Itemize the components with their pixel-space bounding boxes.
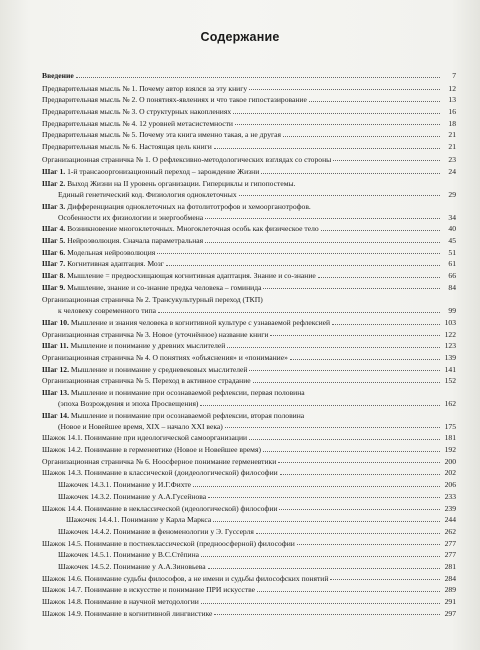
leader-dots [297, 544, 440, 545]
toc-entry-title [42, 377, 251, 385]
toc-entry[interactable] [42, 237, 456, 245]
toc-entry-text: Модельная нейроэволюция [65, 247, 156, 257]
toc-entry-continuation: Единый генетический код. Физиология одноклеточных [58, 189, 237, 199]
toc-entry-step: Шаг 7. [42, 259, 66, 269]
toc-entry-text: Шажок 14.7. Понимание в искусстве и понимание ПРИ искусстве [42, 585, 255, 595]
toc-page-number: 29 [448, 189, 456, 199]
toc-page-number: 281 [444, 561, 456, 571]
toc-entry-text: Организационная страничка № 5. Переход в активное страдание [42, 376, 251, 386]
toc-entry-step: Шаг 4. [42, 224, 66, 234]
toc-entry[interactable] [42, 156, 456, 164]
toc-entry[interactable] [42, 528, 456, 536]
toc-entry-text: Шажок 14.8. Понимание в научной методологии [42, 597, 199, 607]
toc-entry[interactable] [42, 481, 456, 489]
toc-entry-title [42, 143, 212, 151]
leader-dots [283, 136, 440, 137]
toc-entry-title [42, 493, 206, 501]
toc-entry[interactable] [42, 72, 456, 80]
leader-dots [201, 603, 440, 604]
toc-entry-text: Шажок 14.6. Понимание судьбы философов, а не имени и судьбы философских понятий [42, 573, 329, 583]
toc-entry-text: Организационная страничка № 4. О понятиях «объяснения» и «понимание» [42, 353, 288, 363]
toc-entry-title [42, 586, 255, 594]
toc-entry[interactable] [42, 493, 456, 501]
toc-entry-title [42, 563, 206, 571]
toc-entry-text: Предварительная мысль № 1. Почему автор взялся за эту книгу [42, 83, 248, 93]
toc-entry-text: Шажочек 14.5.2. Понимание у А.А.Зиновьева [58, 561, 206, 571]
toc-entry-step: Шаг 8. [42, 271, 66, 280]
toc-entry-text: Организационная страничка № 3. Новое (уточнённое) название книги [42, 329, 269, 339]
leader-dots [249, 370, 440, 371]
toc-page-number: 277 [444, 550, 456, 560]
page-title: Содержание [200, 30, 280, 44]
toc-page-number: 244 [444, 515, 456, 525]
toc-entry-title [42, 284, 261, 292]
leader-dots [332, 324, 440, 325]
toc-entry-text: Мышление и знания человека в когнитивной культуре с узнаваемой рефлексией [68, 317, 331, 327]
toc-entry-text: Шажок 14.3. Понимание в классической (доидеологической) философии [42, 468, 278, 478]
leader-dots [233, 113, 440, 114]
toc-entry-title [42, 366, 247, 374]
toc-entry-step: Шаг 12. [42, 364, 69, 374]
leader-dots [225, 427, 440, 428]
toc-entry-step: Шаг 10. [42, 317, 69, 327]
toc-entry-title [42, 354, 288, 362]
leader-dots [280, 474, 440, 475]
toc-page-number: 206 [444, 480, 456, 490]
toc-entry-text: Шажок 14.4. Понимание в неклассической (идеологической) философии [42, 503, 278, 513]
toc-page-number: 233 [444, 491, 456, 501]
leader-dots [309, 101, 440, 102]
toc-entry-step: Шаг 14. [42, 410, 69, 420]
toc-entry[interactable] [42, 203, 456, 222]
toc-entry-title [42, 272, 316, 280]
leader-dots [76, 77, 440, 78]
leader-dots [330, 579, 440, 580]
toc-entry-text: Шажочек 14.3.2. Понимание у А.А.Гусейнова [58, 491, 207, 501]
toc-entry[interactable] [42, 319, 456, 327]
toc-entry-title [42, 120, 233, 128]
toc-page-number: 21 [448, 130, 456, 140]
toc-entry-title [42, 168, 259, 176]
toc-page-number: 262 [444, 526, 456, 536]
toc-entry-step: Шаг 6. [42, 247, 66, 257]
toc-entry-title [42, 237, 203, 245]
leader-dots [278, 462, 440, 463]
toc-page-number: 200 [444, 456, 456, 466]
toc-page-number: 289 [444, 585, 456, 595]
leader-dots [235, 124, 440, 125]
toc-entry-title [42, 516, 211, 524]
toc-page-number: 152 [444, 376, 456, 386]
toc-entry-text: Шажочек 14.5.1. Понимание у В.С.Стёпина [58, 550, 200, 560]
leader-dots [239, 195, 440, 196]
toc-entry-title [42, 156, 331, 164]
leader-dots [158, 312, 440, 313]
toc-entry-block [42, 203, 456, 222]
toc-entry-continuation: Особенности их физиологии и энергообмена [58, 212, 204, 222]
leader-dots [205, 218, 440, 219]
table-of-contents [42, 72, 456, 621]
leader-dots [279, 509, 440, 510]
toc-page-number: 51 [448, 247, 456, 257]
leader-dots [321, 230, 440, 231]
leader-dots [157, 253, 440, 254]
toc-entry[interactable] [42, 260, 456, 268]
toc-page-number: 291 [444, 597, 456, 607]
toc-entry[interactable] [42, 296, 456, 315]
toc-page-number: 192 [444, 445, 456, 455]
toc-entry[interactable] [42, 540, 456, 548]
toc-page-number: 16 [448, 106, 456, 116]
toc-entry-continuation: (эпоха Возрождения и эпоха Просвещения) [58, 399, 199, 409]
toc-entry-title [42, 180, 296, 188]
toc-page-number: 103 [444, 317, 456, 327]
leader-dots [166, 265, 440, 266]
toc-entry[interactable] [42, 354, 456, 362]
toc-entry[interactable] [42, 598, 456, 606]
toc-page-number: 18 [448, 118, 456, 128]
toc-entry[interactable] [42, 434, 456, 442]
toc-entry[interactable] [42, 446, 456, 454]
leader-dots [213, 521, 440, 522]
toc-entry-step: Шаг 5. [42, 235, 66, 245]
toc-entry-text: Шажочек 14.4.2. Понимание в феноменологии у Э. Гуссерля [58, 526, 254, 536]
toc-entry-text: Шажок 14.1. Понимание при идеологической самоорганизации [42, 433, 248, 443]
toc-entry-text: Предварительная мысль № 2. О понятиях-явлениях и что такое гипостазирование [42, 95, 307, 105]
toc-entry-text: Мышление и понимание у средневековых мыслителей [68, 364, 248, 374]
leader-dots [253, 382, 440, 383]
toc-entry-text: Мышление = предвосхищающая когнитивная адаптация. Знание и со-знание [65, 271, 316, 280]
toc-entry-title [42, 296, 263, 304]
toc-entry-title [42, 225, 319, 233]
toc-entry[interactable] [42, 458, 456, 466]
leader-dots [290, 359, 440, 360]
toc-entry-title [42, 434, 247, 442]
leader-dots [193, 486, 440, 487]
toc-entry-title [42, 575, 328, 583]
leader-dots [208, 568, 440, 569]
toc-page-number: 24 [448, 167, 456, 177]
toc-entry[interactable] [42, 563, 456, 571]
toc-entry-text: 1-й трансаооргонизационный переход – зарождение Жизни [65, 167, 260, 177]
toc-entry-text: Мышление и понимание при осознаваемой рефлексии, вторая половина [68, 410, 305, 420]
toc-entry-continuation: к человеку современного типа [58, 306, 157, 316]
toc-entry-title [42, 528, 254, 536]
toc-page-number: 21 [448, 142, 456, 152]
toc-entry-text: Организационная страничка № 2. Трансукультурный переход (ТКП) [42, 295, 263, 305]
toc-entry-title [42, 203, 311, 211]
leader-dots [249, 439, 440, 440]
toc-entry[interactable] [42, 389, 456, 408]
leader-dots [318, 277, 440, 278]
leader-dots [261, 173, 440, 174]
toc-entry-title [42, 319, 330, 327]
toc-entry-block [42, 296, 456, 315]
leader-dots [208, 497, 440, 498]
leader-dots [257, 591, 440, 592]
leader-dots [205, 242, 440, 243]
toc-entry-step: Шаг 11. [42, 341, 69, 351]
toc-entry-text: Дифференциация одноклеточных на фотолитотрофов и хемоорганотрофов. [65, 201, 311, 211]
toc-page-number: 202 [444, 468, 456, 478]
toc-entry-text: Шажочек 14.4.1. Понимание у Карла Маркса [66, 515, 212, 525]
leader-dots [214, 148, 440, 149]
leader-dots [263, 288, 440, 289]
toc-entry[interactable] [42, 412, 456, 431]
toc-page-number: 162 [444, 399, 456, 409]
toc-entry[interactable] [42, 551, 456, 559]
toc-entry-text: Предварительная мысль № 3. О структурных накоплениях [42, 106, 232, 116]
toc-entry[interactable] [42, 131, 456, 139]
leader-dots [333, 160, 440, 161]
toc-entry[interactable] [42, 272, 456, 280]
toc-entry[interactable] [42, 225, 456, 233]
toc-entry-title [42, 131, 281, 139]
leader-dots [249, 89, 440, 90]
toc-page-number: 239 [444, 503, 456, 513]
toc-entry-title [42, 412, 304, 420]
toc-entry-text: Шажок 14.2. Понимание в герменевтике (Новое и Новейшее время) [42, 445, 261, 455]
toc-entry-step: Введение [42, 71, 74, 80]
toc-entry[interactable] [42, 505, 456, 513]
toc-entry-title [42, 72, 74, 80]
toc-entry-text: Когнитивная адаптация. Мозг [65, 259, 164, 269]
toc-page-number: 13 [448, 95, 456, 105]
toc-entry[interactable] [42, 586, 456, 594]
toc-entry[interactable] [42, 377, 456, 385]
toc-entry-block [42, 180, 456, 199]
toc-page-number: 84 [448, 282, 456, 292]
toc-page-number: 34 [448, 212, 456, 222]
toc-page-number: 139 [444, 353, 456, 363]
leader-dots [256, 533, 440, 534]
leader-dots [214, 614, 440, 615]
leader-dots [200, 405, 440, 406]
toc-entry-text: Возникновение многоклеточных. Многоклеточная особь как физическое тело [65, 224, 319, 234]
bleed-through-text [95, 2, 395, 28]
toc-page-number: 66 [448, 271, 456, 280]
toc-entry-step: Шаг 2. [42, 178, 66, 188]
toc-entry-text: Нейроэволюция. Сначала параметральная [65, 235, 204, 245]
toc-page-number: 141 [444, 364, 456, 374]
toc-entry-title [42, 598, 199, 606]
toc-entry-text: Мышление, знание и со-знание предка человека – гоминида [65, 282, 262, 292]
toc-entry-title [42, 469, 278, 477]
toc-entry[interactable] [42, 575, 456, 583]
toc-page-number: 99 [448, 306, 456, 316]
toc-entry-text: Шажок 14.9. Понимание в когнитивной лингвистике [42, 608, 213, 618]
toc-entry-title [42, 96, 307, 104]
toc-entry-title [42, 331, 268, 339]
toc-entry-title [42, 85, 247, 93]
toc-entry-title [42, 108, 231, 116]
toc-page-number: 7 [452, 71, 456, 80]
toc-entry-title [42, 342, 225, 350]
toc-page-number: 284 [444, 573, 456, 583]
leader-dots [201, 556, 440, 557]
toc-entry-title [42, 505, 277, 513]
toc-entry-text: Организационная страничка № 6. Ноосферное понимание герменевтики [42, 456, 277, 466]
toc-entry[interactable] [42, 610, 456, 618]
toc-entry-text: Организационная страничка № 1. О рефлексивно-методологических взглядах со стороны [42, 154, 332, 164]
toc-entry-step: Шаг 3. [42, 201, 66, 211]
toc-entry[interactable] [42, 249, 456, 257]
toc-page-number: 181 [444, 433, 456, 443]
toc-entry-block [42, 412, 456, 431]
toc-entry[interactable] [42, 342, 456, 350]
toc-page-number: 123 [444, 341, 456, 351]
toc-page-number: 297 [444, 608, 456, 618]
toc-entry-text: Шажочек 14.3.1. Понимание у И.Г.Фихте [58, 480, 192, 490]
toc-entry[interactable] [42, 284, 456, 292]
toc-entry-title [42, 551, 199, 559]
toc-entry-text: Выход Жизни на II уровень организации. Гиперциклы и гипопостемы. [65, 178, 296, 188]
toc-entry[interactable] [42, 469, 456, 477]
toc-page-number: 175 [444, 421, 456, 431]
toc-page-number: 277 [444, 538, 456, 548]
leader-dots [227, 347, 440, 348]
toc-entry[interactable] [42, 331, 456, 339]
toc-entry-text: Шажок 14.5. Понимание в постнеклассической (предноосферной) философии [42, 538, 295, 548]
leader-dots [270, 335, 440, 336]
toc-entry-title [42, 260, 164, 268]
toc-entry-title [42, 389, 305, 397]
toc-page-number: 122 [444, 329, 456, 339]
toc-entry[interactable] [42, 143, 456, 151]
toc-entry-continuation: (Новое и Новейшее время, XIX – начало XXI века) [58, 421, 223, 431]
toc-entry[interactable] [42, 96, 456, 104]
toc-page-number: 40 [448, 224, 456, 234]
toc-entry-text: Предварительная мысль № 4. 12 уровней метасистемности [42, 118, 233, 128]
toc-entry-step: Шаг 9. [42, 282, 66, 292]
toc-entry-text: Мышление и понимание при осознаваемой рефлексии, первая половина [68, 388, 305, 398]
toc-entry-title [42, 249, 155, 257]
toc-entry-step: Шаг 13. [42, 388, 69, 398]
toc-entry-block [42, 389, 456, 408]
leader-dots [263, 451, 440, 452]
toc-entry-text: Предварительная мысль № 6. Настоящая цель книги [42, 142, 212, 152]
toc-entry[interactable] [42, 108, 456, 116]
toc-page-number: 45 [448, 235, 456, 245]
toc-entry[interactable] [42, 516, 456, 524]
toc-entry-title [42, 458, 276, 466]
toc-entry-title [42, 610, 212, 618]
toc-entry-text: Мышление и понимание у древних мыслителей [68, 341, 226, 351]
toc-page-number: 61 [448, 259, 456, 269]
toc-entry-title [42, 446, 261, 454]
toc-page-number: 23 [448, 154, 456, 164]
toc-entry[interactable] [42, 366, 456, 374]
toc-entry[interactable] [42, 120, 456, 128]
toc-page-number: 12 [448, 83, 456, 93]
toc-entry-title [42, 540, 295, 548]
toc-entry[interactable] [42, 168, 456, 176]
toc-entry-title [42, 481, 191, 489]
toc-entry-text: Предварительная мысль № 5. Почему эта книга именно такая, а не другая [42, 130, 281, 140]
toc-entry-step: Шаг 1. [42, 167, 66, 177]
toc-entry[interactable] [42, 180, 456, 199]
toc-entry[interactable] [42, 85, 456, 93]
